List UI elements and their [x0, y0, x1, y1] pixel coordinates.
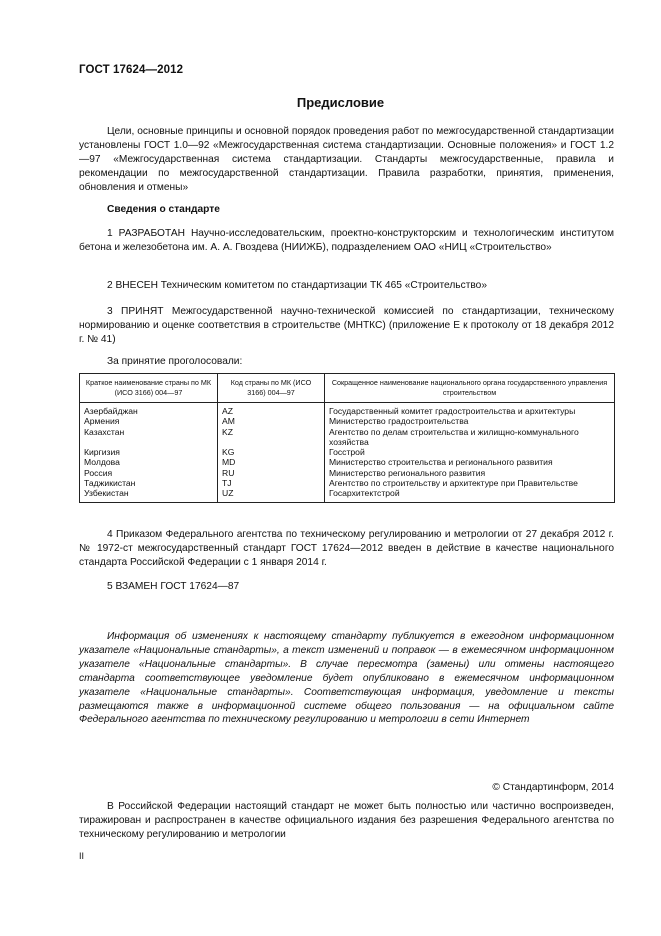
cell-country: Киргизия [80, 447, 218, 457]
voted-label: За принятие проголосовали: [107, 356, 243, 367]
item-replaces: 5 ВЗАМЕН ГОСТ 17624—87 [107, 581, 240, 592]
cell-code: RU [218, 468, 325, 478]
table-row [80, 427, 615, 448]
cell-body: Министерство регионального развития [325, 468, 615, 478]
item-developed: 1 РАЗРАБОТАН Научно-исследовательским, проектно-конструкторским и технологическим институтом бетона и железобетона им. А. А. Гвоздева (НИИЖБ), подразделением ОАО «НИЦ «Строительство» [79, 228, 614, 253]
table-row [80, 403, 615, 417]
table-row [80, 478, 615, 488]
cell-code: TJ [218, 478, 325, 488]
table-header-code: Код страны по МК (ИСО 3166) 004—97 [218, 374, 325, 403]
table-row [80, 447, 615, 457]
copyright-line: © Стандартинформ, 2014 [492, 782, 614, 793]
cell-body: Госстрой [325, 447, 615, 457]
intro-paragraph: Цели, основные принципы и основной порядок проведения работ по межгосударственной стандартизации установлены ГОСТ 1.0—92 «Межгосударственная система стандартизации. Основные положения» и ГОСТ 1.2—97 «Межгосударственная система стандартизации. Стандарты межгосударственные, правила и рекомендации по межгосударственной стандартизации. Правила разработки, принятия, применения, обновления и отмены» [79, 126, 614, 193]
cell-code: MD [218, 457, 325, 467]
cell-body: Агентство по делам строительства и жилищно-коммунального хозяйства [325, 427, 615, 448]
standard-info-heading: Сведения о стандарте [107, 204, 220, 215]
cell-country: Азербайджан [80, 403, 218, 417]
page-number: II [79, 851, 85, 861]
cell-country: Россия [80, 468, 218, 478]
cell-country: Армения [80, 416, 218, 426]
cell-code: UZ [218, 488, 325, 502]
page-title: Предисловие [296, 95, 385, 110]
table-row [80, 416, 615, 426]
reproduction-notice: В Российской Федерации настоящий стандарт не может быть полностью или частично воспроизведен, тиражирован и распространен в качестве официального издания без разрешения Федерального агентства по техническому регулированию и метрологии [79, 801, 614, 840]
cell-body: Агентство по строительству и архитектуре при Правительстве [325, 478, 615, 488]
cell-country: Молдова [80, 457, 218, 467]
cell-code: KG [218, 447, 325, 457]
changes-info-notice: Информация об изменениях к настоящему стандарту публикуется в ежегодном информационном указателе «Национальные стандарты», а текст изменений и поправок — в ежемесячном информационном указателе «Национальные стандарты». В случае пересмотра (замены) или отмены настоящего стандарта соответствующее уведомление будет опубликовано в ежемесячном информационном указателе «Национальные стандарты». Соответствующая информация, уведомление и тексты размещаются также в информационной системе общего пользования — на официальном сайте Федерального агентства по техническому регулированию и метрологии в сети Интернет [79, 631, 614, 726]
cell-body: Министерство градостроительства [325, 416, 615, 426]
cell-country: Казахстан [80, 427, 218, 448]
cell-body: Госархитектстрой [325, 488, 615, 502]
vote-table [79, 373, 615, 503]
item-adopted: 3 ПРИНЯТ Межгосударственной научно-технической комиссией по стандартизации, техническому нормированию и оценке соответствия в строительстве (МНТКС) (приложение Е к протоколу от 18 декабря 2012 г. № 41) [79, 306, 614, 345]
cell-body: Государственный комитет градостроительства и архитектуры [325, 403, 615, 417]
table-row [80, 488, 615, 502]
item-introduced: 2 ВНЕСЕН Техническим комитетом по стандартизации ТК 465 «Строительство» [107, 280, 487, 291]
table-header-body: Сокращенное наименование национального органа государственного управления строительством [325, 374, 615, 403]
cell-country: Таджикистан [80, 478, 218, 488]
table-row [80, 457, 615, 467]
cell-code: AM [218, 416, 325, 426]
item-order: 4 Приказом Федерального агентства по техническому регулированию и метрологии от 27 декабря 2012 г. № 1972-ст межгосударственный стандарт ГОСТ 17624—2012 введен в действие в качестве национального стандарта Российской Федерации с 1 января 2014 г. [79, 529, 614, 568]
table-row [80, 468, 615, 478]
table-header-country: Краткое наименование страны по МК (ИСО 3166) 004—97 [80, 374, 218, 403]
cell-code: KZ [218, 427, 325, 448]
document-code-header: ГОСТ 17624—2012 [79, 64, 184, 76]
cell-body: Министерство строительства и регионального развития [325, 457, 615, 467]
cell-code: AZ [218, 403, 325, 417]
cell-country: Узбекистан [80, 488, 218, 502]
